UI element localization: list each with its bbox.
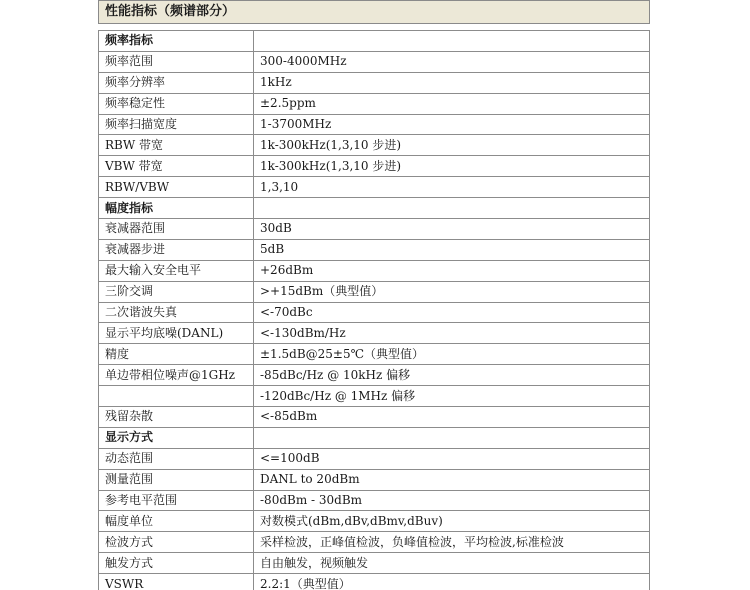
spec-label: 参考电平范围 [99,490,254,511]
table-row [99,72,650,93]
table-row [99,553,650,574]
table-row [99,114,650,135]
table-row [99,323,650,344]
spec-value: +26dBm [254,260,650,281]
spec-label: 频率分辨率 [99,72,254,93]
spec-label: 衰减器步进 [99,239,254,260]
spec-label: 频率稳定性 [99,93,254,114]
table-row [99,469,650,490]
spec-value: -120dBc/Hz @ 1MHz 偏移 [254,386,650,407]
page-title: 性能指标（频谱部分） [98,0,650,24]
spec-label: 频率扫描宽度 [99,114,254,135]
spec-value: <-85dBm [254,407,650,428]
spec-label: RBW 带宽 [99,135,254,156]
spec-value: 对数模式(dBm,dBv,dBmv,dBuv) [254,511,650,532]
spec-label: 单边带相位噪声@1GHz [99,365,254,386]
spec-value: <-130dBm/Hz [254,323,650,344]
table-row [99,511,650,532]
spec-value: 1-3700MHz [254,114,650,135]
spec-value [254,427,650,448]
spec-label: 幅度单位 [99,511,254,532]
table-row [99,365,650,386]
spec-value: -85dBc/Hz @ 10kHz 偏移 [254,365,650,386]
spec-value: 1k-300kHz(1,3,10 步进) [254,135,650,156]
spec-label: 最大输入安全电平 [99,260,254,281]
table-row [99,490,650,511]
table-row [99,407,650,428]
spec-table [98,30,650,590]
spec-label: 检波方式 [99,532,254,553]
table-row [99,448,650,469]
spec-value: 1,3,10 [254,177,650,198]
spec-value [254,31,650,52]
section-label: 显示方式 [99,427,254,448]
spec-value: <=100dB [254,448,650,469]
spec-label: 三阶交调 [99,281,254,302]
table-row [99,344,650,365]
spec-value: 5dB [254,239,650,260]
section-header-row [99,31,650,52]
spec-label: 测量范围 [99,469,254,490]
spec-label: VSWR [99,574,254,590]
section-label: 频率指标 [99,31,254,52]
spec-value: ±1.5dB@25±5℃（典型值） [254,344,650,365]
table-row [99,302,650,323]
table-row [99,135,650,156]
spec-label: 衰减器范围 [99,219,254,240]
spec-label: 触发方式 [99,553,254,574]
spec-value: DANL to 20dBm [254,469,650,490]
spec-value: >+15dBm（典型值） [254,281,650,302]
table-row [99,386,650,407]
spec-value: 30dB [254,219,650,240]
section-header-row [99,427,650,448]
table-row [99,260,650,281]
spec-value: 1k-300kHz(1,3,10 步进) [254,156,650,177]
table-row [99,532,650,553]
spec-label: RBW/VBW [99,177,254,198]
spec-label: 频率范围 [99,51,254,72]
spec-value: <-70dBc [254,302,650,323]
spec-label: 精度 [99,344,254,365]
table-row [99,239,650,260]
spec-label: 显示平均底噪(DANL) [99,323,254,344]
table-row [99,156,650,177]
table-row [99,51,650,72]
spec-value: 采样检波，正峰值检波，负峰值检波，平均检波,标准检波 [254,532,650,553]
spec-label: VBW 带宽 [99,156,254,177]
spec-value: ±2.5ppm [254,93,650,114]
spec-label: 残留杂散 [99,407,254,428]
spec-table-body [99,31,650,590]
spec-value: 自由触发，视频触发 [254,553,650,574]
spec-value [254,198,650,219]
table-row [99,177,650,198]
table-row [99,281,650,302]
table-row [99,219,650,240]
table-row [99,574,650,590]
spec-value: 1kHz [254,72,650,93]
spec-value: 2.2:1（典型值） [254,574,650,590]
spec-value: 300-4000MHz [254,51,650,72]
spec-value: -80dBm - 30dBm [254,490,650,511]
spec-label: 二次谐波失真 [99,302,254,323]
spec-label: 动态范围 [99,448,254,469]
section-label: 幅度指标 [99,198,254,219]
section-header-row [99,198,650,219]
spec-label [99,386,254,407]
table-row [99,93,650,114]
